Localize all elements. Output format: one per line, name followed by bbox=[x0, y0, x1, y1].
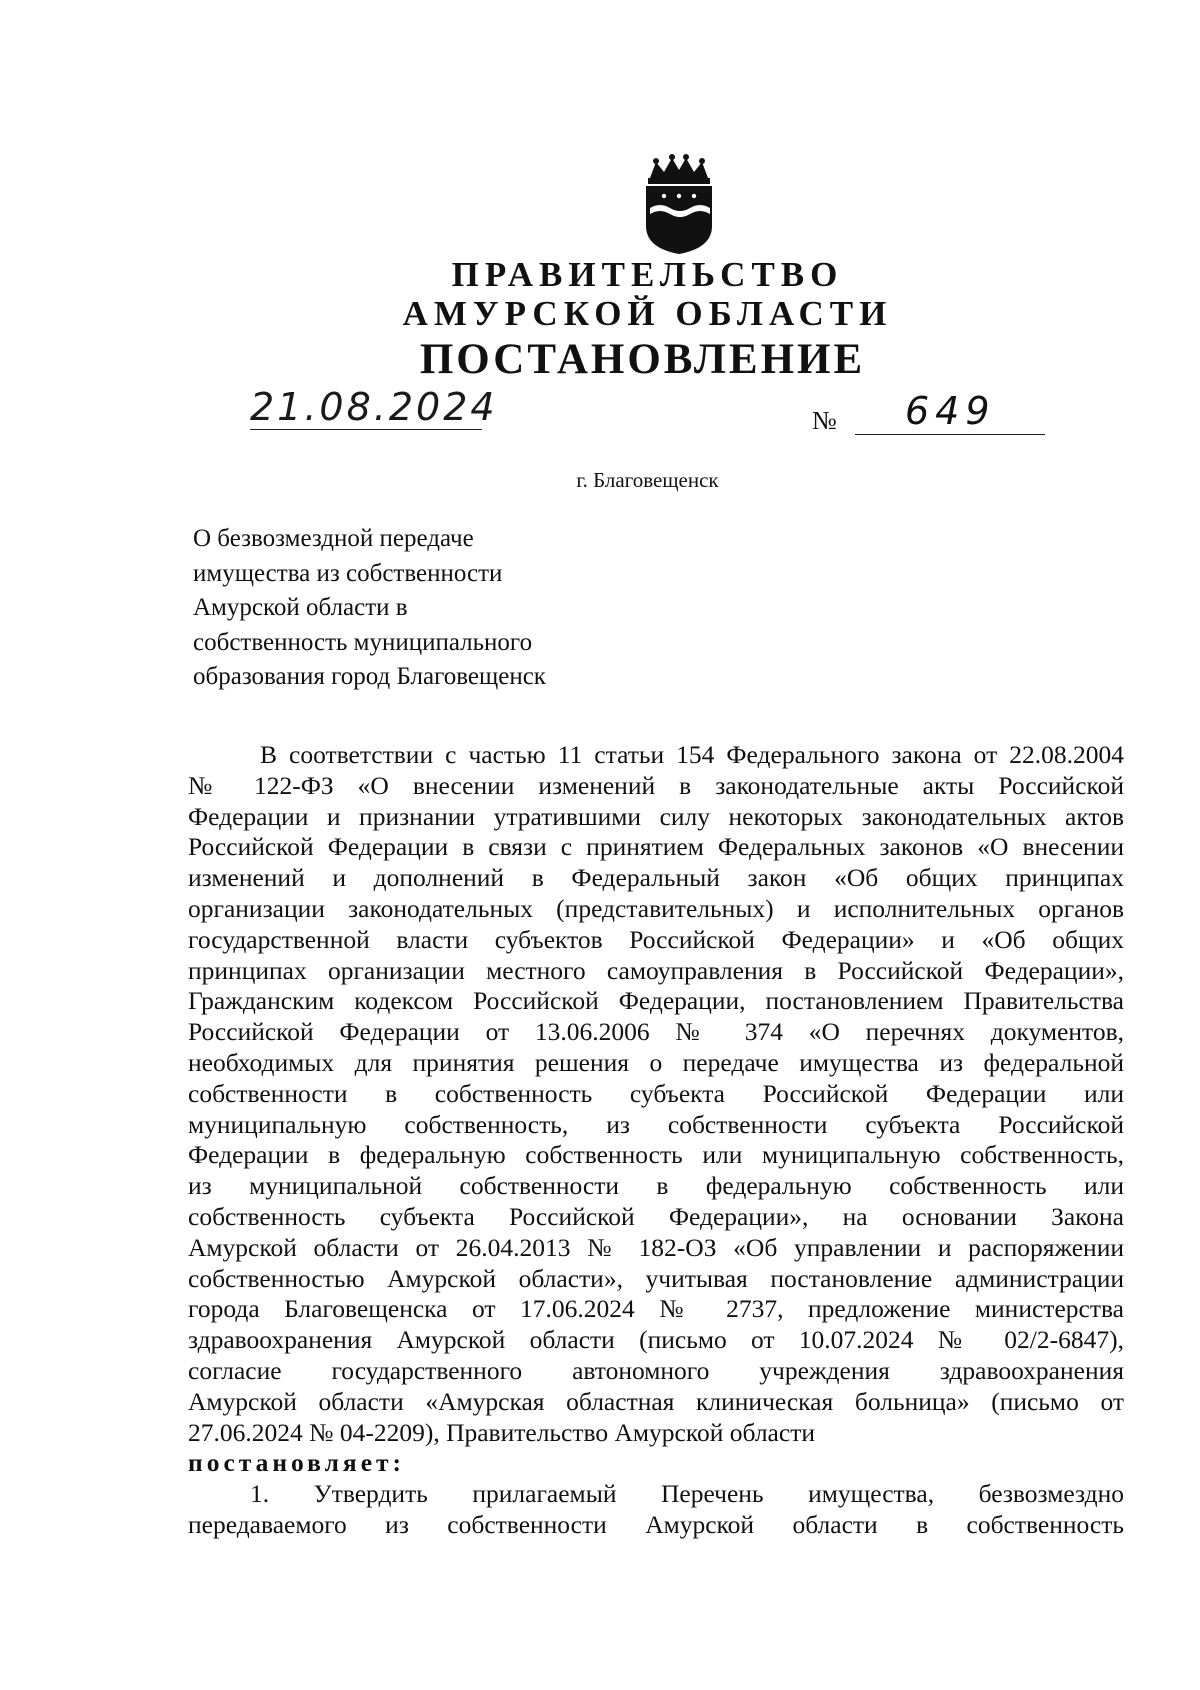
body-line: Российской Федерации в связи с принятием Федеральных законов «О внесении bbox=[188, 832, 1124, 862]
body-line: организации законодательных (представительных) и исполнительных органов bbox=[188, 893, 1124, 923]
body-line: собственности в собственность субъекта Российской Федерации или bbox=[188, 1078, 1124, 1108]
body-line: согласие государственного автономного учреждения здравоохранения bbox=[188, 1355, 1124, 1385]
body-line: Амурской области «Амурская областная клиническая больница» (письмо от bbox=[188, 1386, 1124, 1416]
resolves-word: постановляет: bbox=[188, 1448, 406, 1478]
document-number: 649 bbox=[855, 392, 1045, 435]
document-body bbox=[188, 740, 1124, 1541]
subject-line: образования город Благовещенск bbox=[193, 663, 546, 690]
body-line: № 122-ФЗ «О внесении изменений в законодательные акты Российской bbox=[188, 770, 1124, 800]
body-line: собственность субъекта Российской Федерации», на основании Закона bbox=[188, 1201, 1124, 1231]
body-line: В соответствии с частью 11 статьи 154 Федерального закона от 22.08.2004 bbox=[260, 740, 1124, 769]
body-line: принципах организации местного самоуправления в Российской Федерации», bbox=[188, 955, 1124, 985]
subject-line: Амурской области в bbox=[193, 594, 408, 621]
body-line: Российской Федерации от 13.06.2006 № 374 «О перечнях документов, bbox=[188, 1017, 1124, 1047]
document-date: 21.08.2024 bbox=[250, 385, 498, 429]
body-line: необходимых для принятия решения о передаче имущества из федеральной bbox=[188, 1047, 1124, 1077]
body-line: Федерации и признании утратившими силу некоторых законодательных актов bbox=[188, 801, 1124, 831]
document-type-title: ПОСТАНОВЛЕНИЕ bbox=[419, 336, 866, 383]
body-line: Гражданским кодексом Российской Федерации, постановлением Правительства bbox=[188, 986, 1124, 1016]
subject-line: имущества из собственности bbox=[193, 559, 503, 587]
body-line: изменений и дополнений в Федеральный закон «Об общих принципах bbox=[188, 863, 1124, 893]
subject-line: собственность муниципального bbox=[193, 628, 533, 656]
body-line: города Благовещенска от 17.06.2024 № 2737, предложение министерства bbox=[188, 1294, 1124, 1324]
government-name-line2: АМУРСКОЙ ОБЛАСТИ bbox=[402, 294, 893, 333]
body-line: государственной власти субъектов Российской Федерации» и «Об общих bbox=[188, 924, 1124, 954]
number-sign: № bbox=[812, 406, 837, 435]
body-line: Амурской области от 26.04.2013 № 182-ОЗ «Об управлении и распоряжении bbox=[188, 1232, 1124, 1262]
government-name-line1: ПРАВИТЕЛЬСТВО bbox=[451, 255, 844, 294]
body-line: собственностью Амурской области», учитывая постановление администрации bbox=[188, 1263, 1124, 1293]
body-line: из муниципальной собственности в федеральную собственность или bbox=[188, 1171, 1124, 1201]
coat-of-arms-icon bbox=[636, 152, 722, 256]
body-line: муниципальную собственность, из собственности субъекта Российской bbox=[188, 1109, 1124, 1139]
body-line: здравоохранения Амурской области (письмо от 10.07.2024 № 02/2-6847), bbox=[188, 1325, 1124, 1355]
city-line: г. Благовещенск bbox=[576, 468, 719, 492]
item-1-line: передаваемого из собственности Амурской области в собственность bbox=[188, 1509, 1124, 1539]
body-line: 27.06.2024 № 04-2209), Правительство Амурской области bbox=[188, 1417, 815, 1447]
item-1-line: 1. Утвердить прилагаемый Перечень имущества, безвозмездно bbox=[250, 1479, 1124, 1509]
body-line: Федерации в федеральную собственность или муниципальную собственность, bbox=[188, 1140, 1124, 1170]
document-subject bbox=[193, 522, 613, 695]
subject-line: О безвозмездной передаче bbox=[193, 525, 474, 552]
